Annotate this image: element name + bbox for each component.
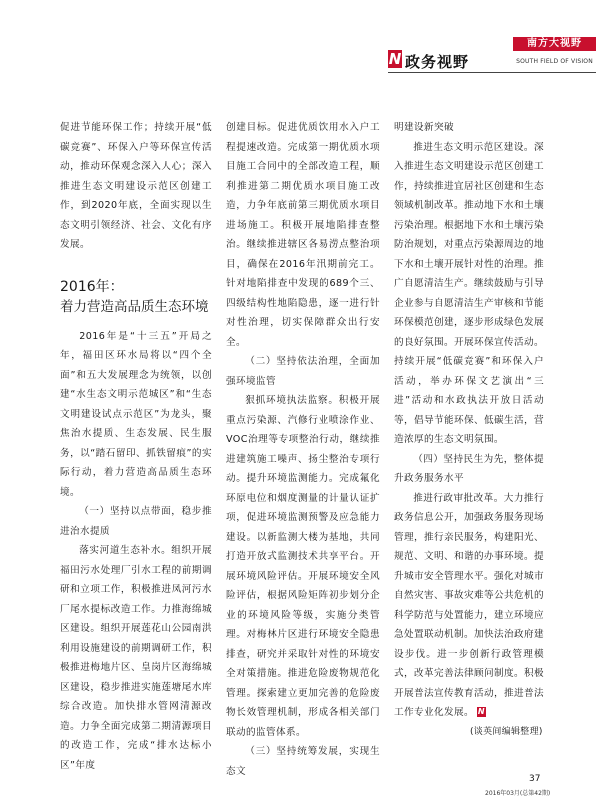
issue-info: 2016年03月(总第42期) (485, 790, 551, 797)
paragraph: 狠抓环境执法监察。积极开展重点污染源、汽修行业喷涂作业、VOC治理等专项整治行动，继续推进建筑施工噪声、扬尘整治专项行动。提升环境监测能力。完成氟化环原电位和烟度测量的计量认证扩项，促进环境监测预警及应急能力建设。以新监测大楼为基地，共同打造开放式监测技术共享平台。开展环境风险评估。开展环境安全风险评估，根据风险矩阵初步划分企业的环境风险等级，实施分类管理。对梅林片区进行环境安全隐患排查，研究并采取针对性的环境安全对策措施。推进危险废物规范化管理。探索建立更加完善的危险废物长效管理机制，形成各相关部门联动的监管体系。 (226, 395, 380, 738)
subheading: （一）坚持以点带面，稳步推进治水提质 (60, 506, 212, 537)
page-number: 37 (529, 774, 541, 784)
header-divider (388, 72, 596, 73)
paragraph: 2016年是“十三五”开局之年，福田区环水局将以“四个全面”和五大发展理念为统领，以创建“水生态文明示范城区”和“生态文明建设试点示范区”为龙头，聚焦治水提质、生态发展、民生服务，以“踏石留印、抓铁留痕”的实际行动，着力营造高品质生态环境。 (60, 330, 212, 498)
paragraph (394, 489, 544, 723)
heading-year: 2016年： (60, 278, 124, 295)
magazine-logo-icon: N (388, 50, 402, 68)
subheading: （二）坚持依法治理，全面加强环境监管 (226, 356, 380, 387)
paragraph: 推进生态文明示范区建设。深入推进生态文明建设示范区创建工作，持续推进宜居社区创建和生态领域机制改革。推动地下水和土壤污染治理。根据地下水和土壤污染防治规划，对重点污染源周边的地下水和土壤开展针对性的治理。推广自愿清洁生产。继续鼓励与引导企业参与自愿清洁生产审核和节能环保模范创建，逐步形成绿色发展的良好氛围。开展环保宣传活动。持续开展“低碳竞赛”和环保入户活动，举办环保文艺演出“三进”活动和水政执法开放日活动等，倡导节能环保、低碳生活，营造浓厚的生态文明氛围。 (394, 141, 544, 445)
paragraph: 落实河道生态补水。组织开展福田污水处理厂引水工程的前期调研和立项工作，积极推进凤河污水厂尾水提标改造工作。力推海绵城区建设。组织开展莲花山公园南洪利用设施建设的前期调研工作，积极推进梅地片区、皇岗片区海绵城区建设，稳步推进实施莲塘尾水库综合改造。加快排水管网清源改造。力争全面完成第二期清源项目的改造工作，完成“排水达标小区”年度 (60, 545, 212, 771)
editor-credit: (谈英间编辑整理) (470, 727, 543, 737)
column-2 (226, 118, 380, 781)
paragraph: 促进节能环保工作；持续开展“低碳竞赛”、环保入户等环保宣传活动，推动环保观念深入人心；深入推进生态文明建设示范区创建工作，到2020年底，全面实现以生态文明引领经济、社会、文化有序发展。 (60, 122, 212, 250)
subheading: （三）坚持统筹发展，实现生态文 (226, 746, 380, 777)
section-heading (60, 277, 212, 317)
paragraph-text: 推进行政审批改革。大力推行政务信息公开，加强政务服务现场管理，推行亲民服务，构建阳光、规范、文明、和谐的办事环境。提升城市安全管理水平。强化对城市自然灾害、事故灾难等公共危机的科学防范与处置能力，建立环境应急处置联动机制。加快法治政府建设步伐。进一步创新行政管理模式，改革完善法律顾问制度。积极开展普法宣传教育活动，推进普法工作专业化发展。 (394, 492, 544, 718)
page-header (0, 0, 596, 78)
subheading-continued: 明建设新突破 (394, 122, 454, 133)
column-1 (60, 118, 212, 775)
end-mark-icon: N (477, 707, 485, 716)
subheading: （四）坚持民生为先，整体提升政务服务水平 (394, 453, 544, 484)
column-3 (394, 118, 544, 723)
column-tag-english: SOUTH FIELD OF VISION (516, 58, 593, 65)
section-title: 政务视野 (405, 53, 470, 71)
paragraph: 创建目标。促进优质饮用水入户工程提速改造。完成第一期优质水项目施工合同中的全部改造工程，顺利推进第二期优质水项目施工改造，力争年底前第三期优质水项目进场施工。积极开展地陷排查整治。继续推进辖区各易涝点整治项目，确保在2016年汛期前完工。针对地陷排查中发现的689个三、四级结构性地陷隐患，逐一进行针对性治理，切实保障群众出行安全。 (226, 122, 380, 348)
heading-subtitle: 着力营造高品质生态环境 (60, 298, 209, 315)
column-tag: 南方大视野 (513, 37, 596, 51)
